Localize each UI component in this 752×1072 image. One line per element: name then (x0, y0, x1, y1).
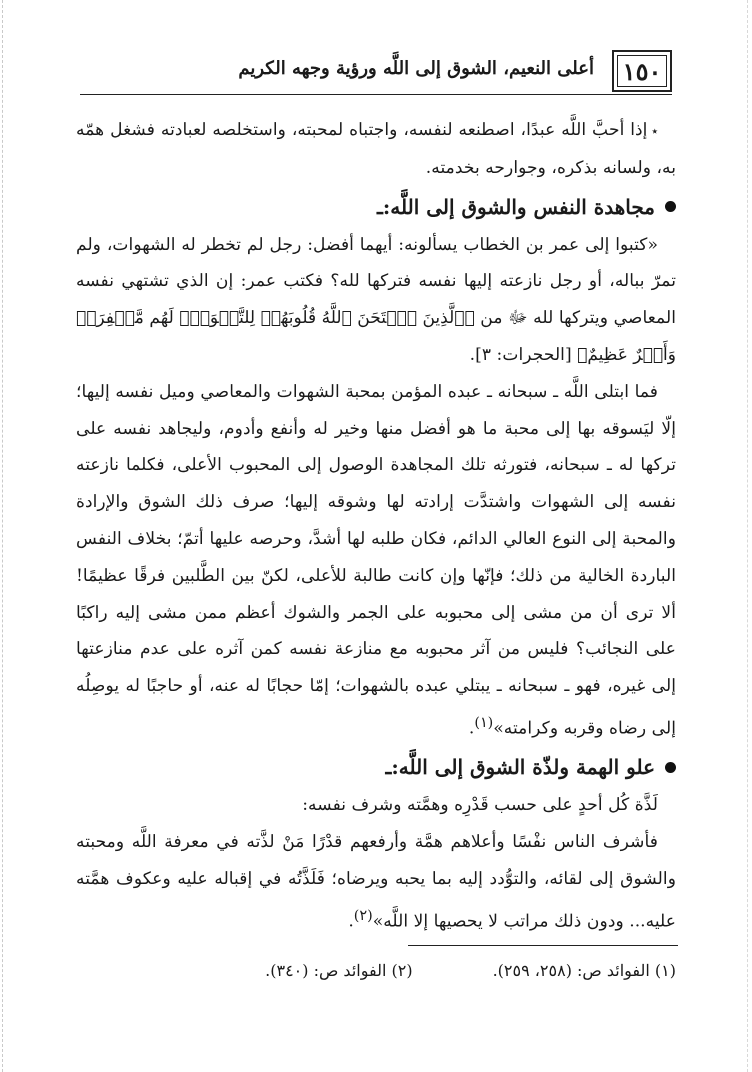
star-icon: ٭ (651, 124, 658, 138)
footnote-2: (٢) الفوائد ص: (٣٤٠). (265, 961, 413, 980)
section-heading-text: مجاهدة النفس والشوق إلى اللَّه:ـ (377, 194, 655, 219)
section-heading (76, 187, 676, 227)
page-number: ١٥٠ (612, 50, 672, 92)
running-title: أعلى النعيم، الشوق إلى اللَّه ورؤية وجهه الكريم (238, 58, 594, 79)
bullet-icon (665, 762, 676, 773)
page-body (76, 112, 676, 940)
page-header (80, 50, 672, 100)
paragraph-text: فأشرف الناس نفْسًا وأعلاهم همَّة وأرفعهم قدْرًا مَنْ لذَّته في معرفة اللَّه ومحبته والشوق إلى لقائه، والتوُّدد إليه بما يحبه ويرضاه؛ فَلَذَّتُه في إقباله عليه وعكوف همَّته عليه... ودون ذلك مراتب لا يحصيها إلا اللَّه» (76, 832, 676, 932)
paragraph (76, 112, 676, 187)
section-heading (76, 747, 676, 787)
footnote-marker: (٢) (353, 907, 373, 924)
verse-reference: [الحجرات: ٣]. (469, 344, 572, 365)
paragraph: فما ابتلى اللَّه ـ سبحانه ـ عبده المؤمن بمحبة الشهوات والمعاصي وميل نفسه إليها؛ إلّا ليَسوقه بها إلى محبة ما هو أفضل منها وخير له وأنفع وأدوم، وليجاهد نفسه على تركها له ـ سبحانه، فتورثه تلك المجاهدة الوصول إلى المحبوب الأعلى، فكلما نازعته نفسه إلى الشهوات واشتدَّت إرادته لها وشوقه إليها؛ صرف ذلك الشوق والإرادة والمحبة إلى النوع العالي الدائم، فكان طلبه لها أشدَّ، وحرصه عليها أتمّ؛ بخلاف النفس الباردة الخالية من ذلك؛ فإنّها وإن كانت طالبة للأعلى، لكنّ بين الطَّلبين فرقًا عظيمًا! ألا ترى أن من مشى إلى محبوبه على الجمر والشوك أعظم ممن مشى إليه راكبًا على النجائب؟ فليس من آثر محبوبه مع منازعة نفسه كمن آثره على عدم منازعتها إلى غيره، فهو ـ سبحانه ـ يبتلي عبده بالشهوات؛ إمّا حجابًا له عنه، أو حاجبًا له يوصِلُه إلى رضاه وقربه وكرامته»$^{(١)}$. (76, 381, 676, 739)
paragraph (76, 227, 676, 374)
footnote-divider (408, 945, 678, 946)
header-divider (80, 94, 672, 95)
bullet-icon (665, 201, 676, 212)
scan-edge-line (747, 0, 748, 1072)
footnotes (120, 958, 676, 984)
paragraph-text: «كتبوا إلى عمر بن الخطاب يسألونه: أيهما أفضل: رجل لم تخطر له الشهوات، ولم تمرّ بباله، أو رجل نازعته إليها نفسه فتركها لله؟ فكتب عمر: إن الذي تشتهي نفسه المعاصي ويتركها لله ﷻ من (76, 234, 676, 329)
quran-verse: ﴿ٱلَّذِينَ ٱمۡتَحَنَ ٱللَّهُ قُلُوبَهُمۡ لِلتَّقۡوَىٰۚ لَهُم مَّغۡفِرَةٞ وَأَجۡرٌ عَظِيمٌ﴾ (76, 308, 676, 365)
footnote-marker: (١) (474, 714, 494, 731)
paragraph-text: فما ابتلى اللَّه ـ سبحانه ـ عبده المؤمن بمحبة الشهوات والمعاصي وميل نفسه إليها؛ إلّا ليَسوقه بها إلى محبة ما هو أفضل منها وخير له وأنفع وأدوم، وليجاهد نفسه على تركها له ـ سبحانه، فتورثه تلك المجاهدة الوصول إلى المحبوب الأعلى، فكلما نازعته نفسه إلى الشهوات واشتدَّت إرادته لها وشوقه إليها؛ صرف ذلك الشوق والإرادة والمحبة إلى النوع العالي الدائم، فكان طلبه لها أشدَّ، وحرصه عليها أتمّ؛ بخلاف النفس الباردة الخالية من ذلك؛ فإنّها وإن كانت طالبة للأعلى، لكنّ بين الطَّلبين فرقًا عظيمًا! ألا ترى أن من مشى إلى محبوبه على الجمر والشوك أعظم ممن مشى إليه راكبًا على النجائب؟ فليس من آثر محبوبه مع منازعة نفسه كمن آثره على عدم منازعتها إلى غيره، فهو ـ سبحانه ـ يبتلي عبده بالشهوات؛ إمّا حجابًا له عنه، أو حاجبًا له يوصِلُه إلى رضاه وقربه وكرامته» (76, 381, 676, 739)
paragraph: فأشرف الناس نفْسًا وأعلاهم همَّة وأرفعهم قدْرًا مَنْ لذَّته في معرفة اللَّه ومحبته والشوق إلى لقائه، والتوُّدد إليه بما يحبه ويرضاه؛ فَلَذَّتُه في إقباله عليه وعكوف همَّته عليه... ودون ذلك مراتب لا يحصيها إلا اللَّه»$^{(٢)}$. (76, 832, 676, 932)
footnote-1: (١) الفوائد ص: (٢٥٨، ٢٥٩). (492, 961, 676, 980)
paragraph-text: لَذَّة كُل أحدٍ على حسب قَدْرِه وهمَّته وشرف نفسه: (302, 795, 658, 816)
section-heading-text: علو الهمة ولذّة الشوق إلى اللَّه:ـ (385, 755, 655, 780)
paragraph (76, 787, 676, 824)
paragraph-text: إذا أحبَّ اللَّه عبدًا، اصطنعه لنفسه، واجتباه لمحبته، واستخلصه لعبادته فشغل همّه به، ولسانه بذكره، وجوارحه بخدمته. (76, 120, 676, 178)
scan-edge-line (2, 0, 3, 1072)
